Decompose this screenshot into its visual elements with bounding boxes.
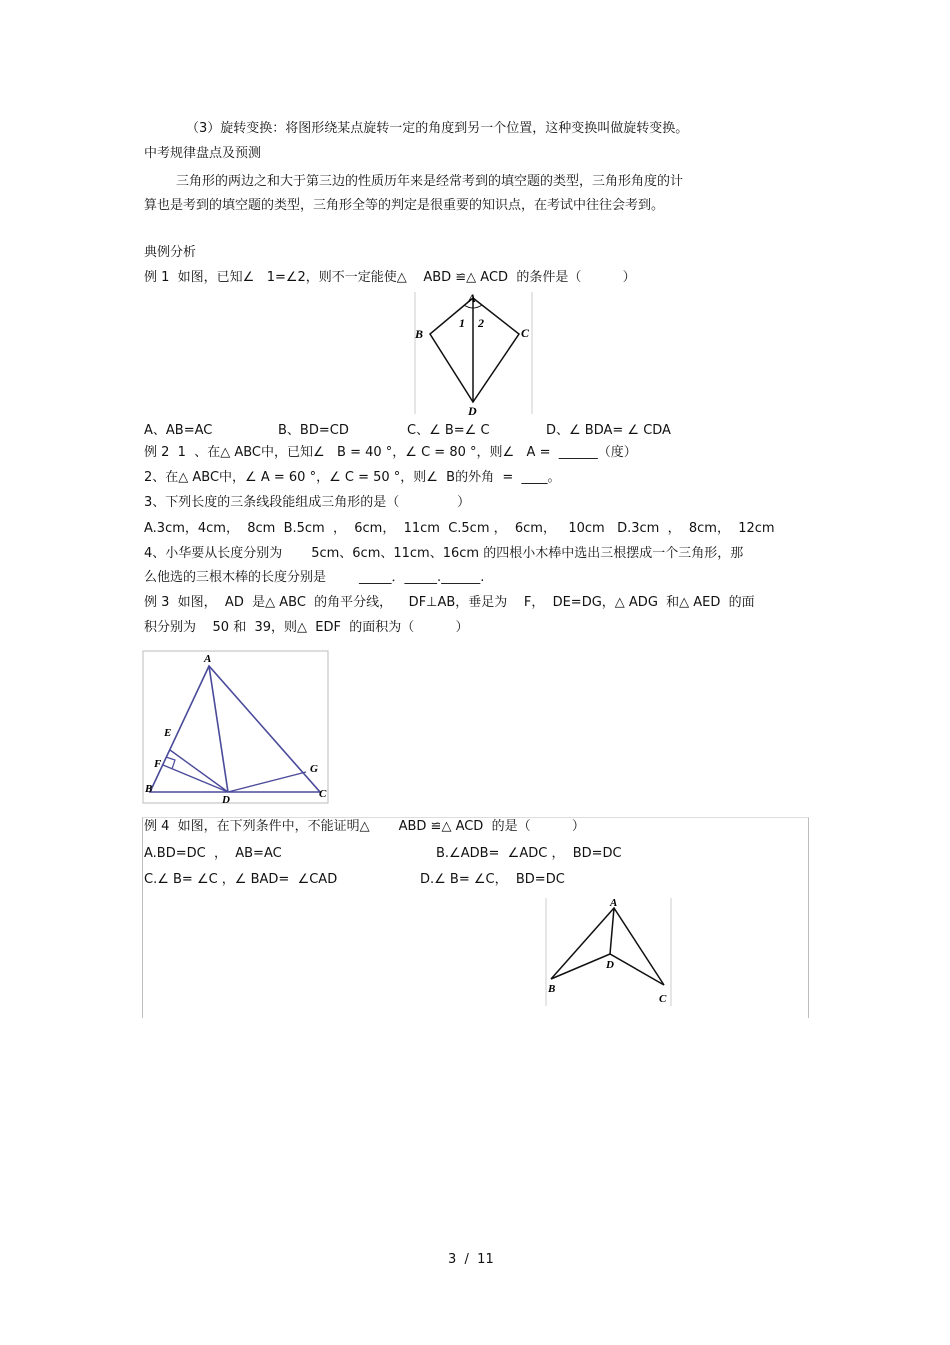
label-a: A [468, 291, 477, 305]
label-b: B [145, 783, 153, 795]
figure-example-4 [544, 896, 674, 1008]
label-c: C [319, 788, 327, 800]
paragraph-line-2: 算也是考到的填空题的类型，三角形全等的判定是很重要的知识点，在考试中往往会考到。 [144, 198, 665, 213]
label-c: C [659, 993, 667, 1005]
label-a: A [610, 897, 618, 909]
label-b: B [548, 983, 556, 995]
option-1a: A、AB=AC [144, 423, 213, 438]
example-3-line1: 例 3 如图， AD 是△ ABC 的角平分线， DF⊥AB，垂足为 F， DE=DG，△ ADG 和△ AED 的面 [144, 595, 755, 610]
label-b: B [415, 327, 424, 341]
example-3-line2: 积分别为 50 和 39，则△ EDF 的面积为（ ） [144, 620, 469, 635]
label-g: G [310, 763, 318, 775]
option-1c: C、∠ B=∠ C [407, 423, 490, 438]
section-heading-patterns: 中考规律盘点及预测 [144, 146, 262, 161]
page-number: 3 / 11 [448, 1252, 494, 1267]
label-c: C [521, 326, 530, 340]
example-2-q1: 例 2 1 、在△ ABC中，已知∠ B = 40 °，∠ C = 80 °，则∠ A = ______（度） [144, 445, 637, 460]
label-angle-1: 1 [459, 316, 465, 330]
label-f: F [154, 758, 162, 770]
option-4c: C.∠ B= ∠C ，∠ BAD= ∠CAD [144, 872, 338, 887]
option-4a: A.BD=DC ， AB=AC [144, 846, 282, 861]
example-2-q4-line1: 4、小华要从长度分别为 5cm、6cm、11cm、16cm 的四根小木棒中选出三根摆成一个三角形，那 [144, 546, 744, 561]
label-a: A [204, 653, 212, 665]
section-heading-examples: 典例分析 [144, 245, 197, 260]
paragraph-line-1: 三角形的两边之和大于第三边的性质历年来是经常考到的填空题的类型，三角形角度的计 [176, 174, 684, 189]
figure-example-3 [142, 650, 330, 806]
label-d: D [222, 794, 230, 806]
option-4b: B.∠ADB= ∠ADC ， BD=DC [436, 846, 622, 861]
example-2-q3: 3、下列长度的三条线段能组成三角形的是（ ） [144, 495, 471, 510]
example-2-q3-options: A.3cm，4cm， 8cm B.5cm ， 6cm， 11cm C.5cm ， 6cm， 10cm D.3cm ， 8cm， 12cm [144, 521, 775, 536]
option-1d: D、∠ BDA= ∠ CDA [546, 423, 671, 438]
label-d: D [468, 404, 477, 418]
option-4d: D.∠ B= ∠C， BD=DC [420, 872, 565, 887]
example-4-question: 例 4 如图，在下列条件中，不能证明△ ABD ≌△ ACD 的是（ ） [144, 819, 585, 834]
option-1b: B、BD=CD [278, 423, 349, 438]
figure-example-1 [412, 290, 537, 418]
example-1-question: 例 1 如图，已知∠ 1=∠2，则不一定能使△ ABD ≌△ ACD 的条件是（ ） [144, 270, 636, 285]
label-e: E [164, 727, 172, 739]
example-2-q4-line2: 么他选的三根木棒的长度分别是 _____．_____.______. [144, 570, 485, 585]
label-angle-2: 2 [478, 316, 484, 330]
label-d: D [606, 959, 614, 971]
example-2-q2: 2、在△ ABC中，∠ A = 60 °，∠ C = 50 °，则∠ B的外角 = ____。 [144, 470, 561, 485]
text-rotation-definition: （3）旋转变换：将图形绕某点旋转一定的角度到另一个位置，这种变换叫做旋转变换。 [186, 121, 689, 136]
